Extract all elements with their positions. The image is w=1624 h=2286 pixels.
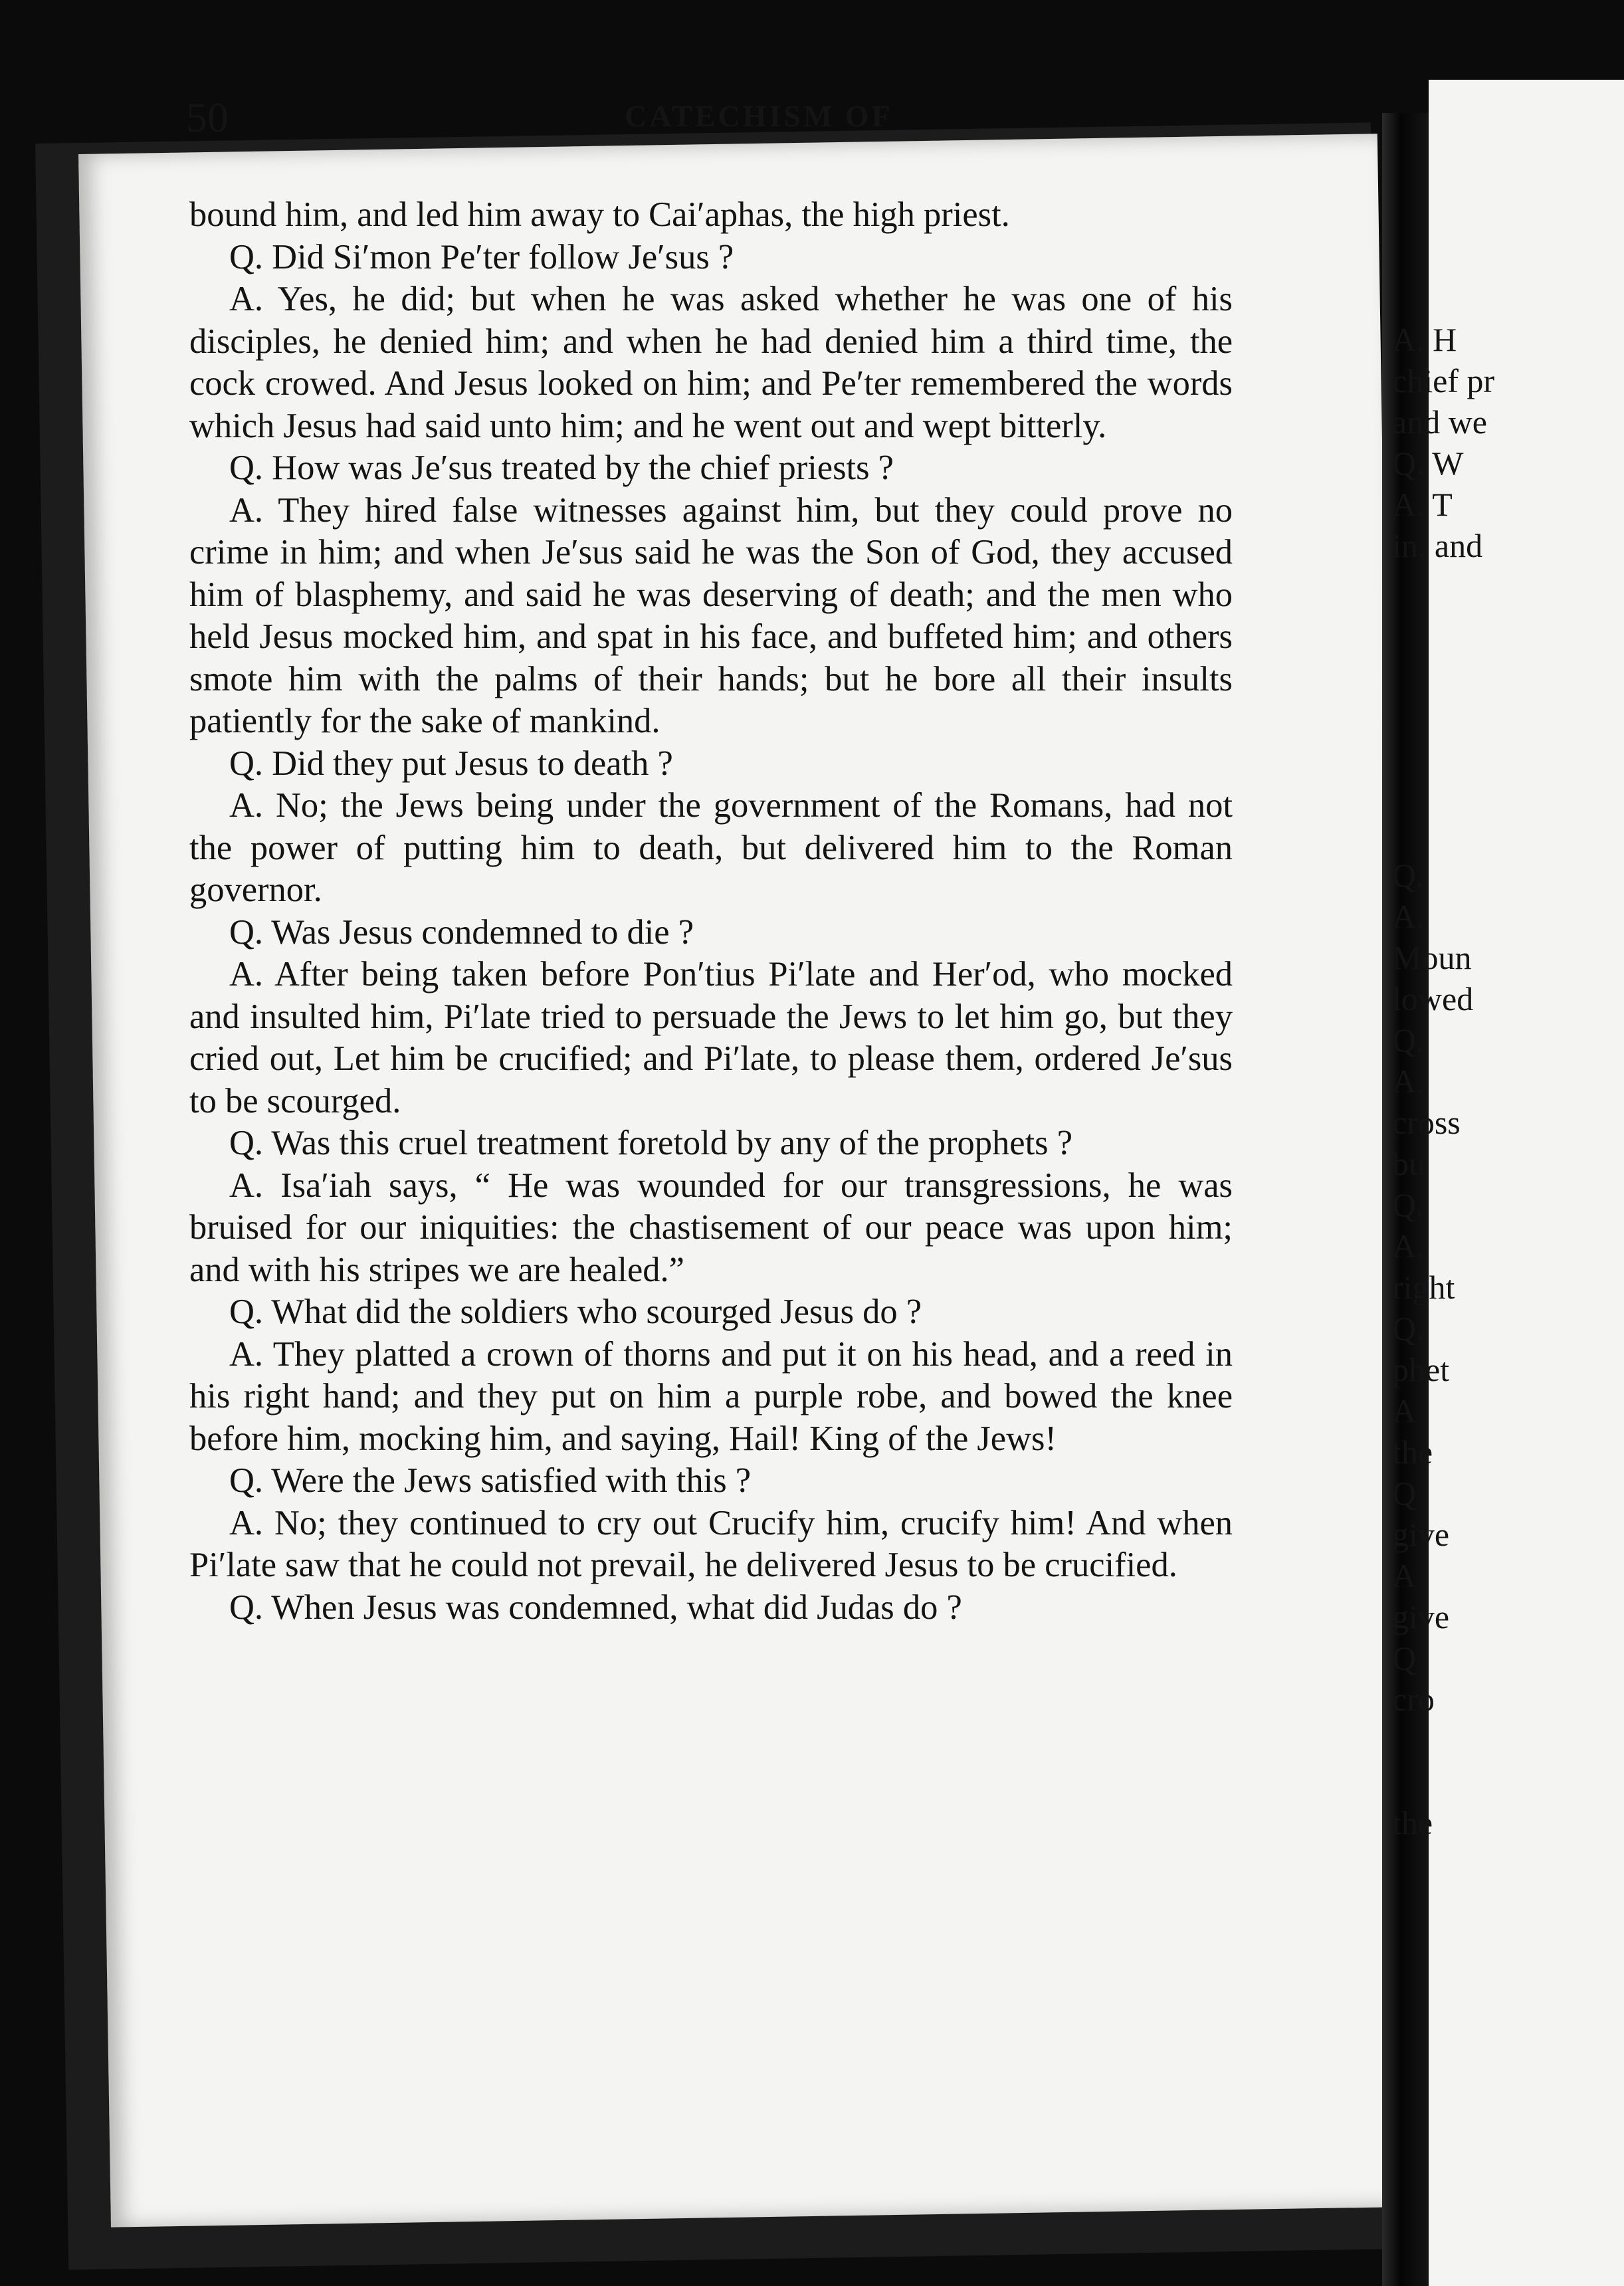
facing-page-line: Q.: [1392, 1310, 1425, 1347]
question-paragraph: Q. When Jesus was condemned, what did Judas do ?: [229, 1588, 962, 1627]
facing-page-line: Q.: [1392, 857, 1425, 894]
facing-page-line: A. T: [1392, 486, 1453, 523]
question-paragraph: Q. Did Si′mon Pe′ter follow Je′sus ?: [229, 237, 734, 276]
page-header: [186, 93, 1571, 146]
continued-paragraph: bound him, and led him away to Cai′aphas, the high priest.: [189, 195, 1010, 234]
question-paragraph: Q. How was Je′sus treated by the chief priests ?: [229, 449, 894, 487]
question-paragraph: Q. Was Jesus condemned to die ?: [229, 912, 694, 952]
facing-page-line: the: [1392, 1804, 1433, 1841]
facing-page-line: Q.: [1392, 1021, 1425, 1059]
facing-page-line: [1392, 1761, 1624, 1802]
facing-page-line: [1392, 813, 1624, 855]
facing-page-line: [1392, 731, 1624, 772]
facing-page-line: the: [1392, 1433, 1433, 1471]
question-paragraph: Q. Was this cruel treatment foretold by any of the prophets ?: [229, 1124, 1073, 1162]
facing-page-line: give: [1392, 1598, 1450, 1635]
page-number: 50: [186, 94, 229, 141]
facing-page-line: Q: [1392, 1639, 1417, 1677]
facing-page-line: chief pr: [1392, 362, 1495, 399]
facing-page-line: A.: [1392, 898, 1425, 935]
facing-page-line: [1392, 649, 1624, 690]
answer-paragraph: A. No; the Jews being under the government of the Romans, had not the power of putting him to death, but delivered him to the Roman governor.: [189, 786, 1233, 909]
catechism-text: [189, 194, 1233, 1629]
facing-page-line: A.: [1392, 1063, 1425, 1100]
facing-page-line: [1392, 772, 1624, 813]
facing-page-line: and we: [1392, 403, 1487, 441]
question-paragraph: Q. Were the Jews satisfied with this ?: [229, 1461, 752, 1500]
facing-page-line: Q: [1392, 1475, 1417, 1512]
facing-page-line: [1392, 1720, 1624, 1761]
question-paragraph: Q. Did they put Jesus to death ?: [229, 744, 673, 783]
facing-page-line: Moun: [1392, 939, 1472, 976]
answer-paragraph: A. They platted a crown of thorns and put it on his head, and a reed in his right hand; and they put on him a purple robe, and bowed the knee before him, mocking him, and saying, Hail! King of the Jews!: [189, 1334, 1233, 1458]
facing-page-line: give: [1392, 1516, 1450, 1553]
facing-page-line: Q. W: [1392, 445, 1464, 482]
facing-page-fragments: [1392, 319, 1624, 1843]
facing-page-line: lowed: [1392, 980, 1474, 1017]
facing-page-line: right: [1392, 1269, 1455, 1306]
facing-page-line: A. H: [1392, 321, 1457, 358]
facing-page-line: A: [1392, 1557, 1417, 1594]
facing-page-line: cross: [1392, 1104, 1461, 1141]
answer-paragraph: A. After being taken before Pon′tius Pi′late and Her′od, who mocked and insulted him, Pi′late tried to persuade the Jews to let him go, but they cried out, Let him be crucified; and Pi′late, to please them, ordered Je′sus to be scourged.: [189, 955, 1233, 1120]
answer-paragraph: A. No; they continued to cry out Crucify him, crucify him! And when Pi′late saw that he could not prevail, he delivered Jesus to be crucified.: [189, 1503, 1233, 1584]
facing-page-line: bu: [1392, 1145, 1425, 1182]
question-paragraph: Q. What did the soldiers who scourged Jesus do ?: [229, 1293, 922, 1331]
facing-page-line: [1392, 690, 1624, 731]
facing-page-line: Q.: [1392, 1186, 1425, 1223]
facing-page-line: [1392, 607, 1624, 649]
facing-page-line: A: [1392, 1392, 1417, 1429]
answer-paragraph: A. Isa′iah says, “ He was wounded for our transgressions, he was bruised for our iniquities: the chastisement of our peace was upon him; and with his stripes we are healed.”: [189, 1166, 1233, 1289]
facing-page-line: A.: [1392, 1227, 1425, 1265]
answer-paragraph: A. They hired false witnesses against him, but they could prove no crime in him; and when Je′sus said he was the Son of God, they accused him of blasphemy, and said he was deserving of death; and the men who held Jesus mocked him, and spat in his face, and buffeted him; and others smote him with the palms of their hands; but he bore all their insults patiently for the sake of mankind.: [189, 490, 1233, 740]
answer-paragraph: A. Yes, he did; but when he was asked whether he was one of his disciples, he denied him; and when he had denied him a third time, the cock crowed. And Jesus looked on him; and Pe′ter remembered the words which Jesus had said unto him; and he went out and wept bitterly.: [189, 280, 1233, 445]
facing-page-line: phet: [1392, 1351, 1450, 1388]
facing-page-line: [1392, 566, 1624, 607]
facing-page-line: cro: [1392, 1681, 1435, 1718]
running-head: CATECHISM OF: [625, 99, 893, 133]
facing-page-line: in, and: [1392, 527, 1483, 564]
